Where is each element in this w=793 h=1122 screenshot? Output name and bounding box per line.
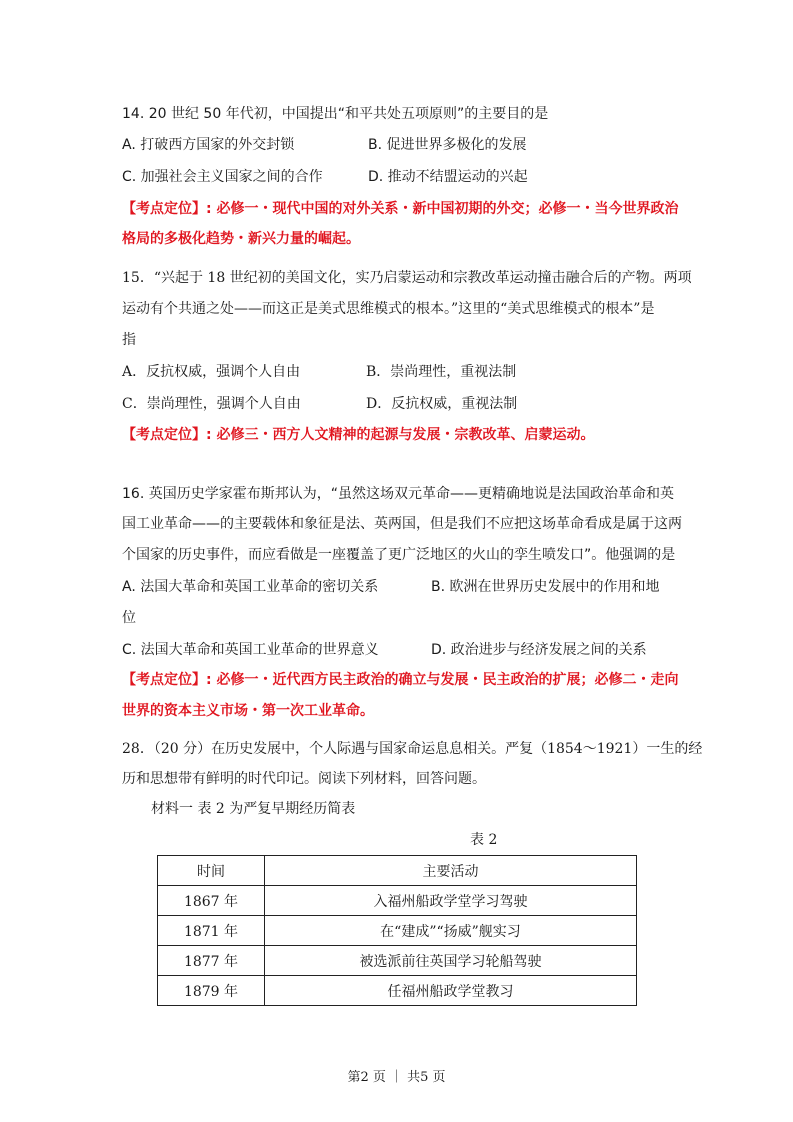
- q15-option-d: D．反抗权威，重视法制: [366, 396, 518, 412]
- table-caption: 表 2: [470, 832, 498, 848]
- table-header-cell: 主要活动: [265, 856, 637, 886]
- q16-option-a: A. 法国大革命和英国工业革命的密切关系: [122, 579, 379, 595]
- q16-option-c: C. 法国大革命和英国工业革命的世界意义: [122, 642, 379, 658]
- table-row: [158, 916, 637, 946]
- q15-option-b: B．崇尚理性，重视法制: [366, 364, 517, 380]
- table-cell-year: 1877 年: [158, 946, 265, 976]
- table-cell-activity: 任福州船政学堂教习: [265, 976, 637, 1006]
- yanfu-experience-table: [157, 855, 637, 1006]
- q14-analysis-line-1: 【考点定位】: 必修一・现代中国的对外关系・新中国初期的外交；必修一・当今世界政治: [122, 201, 679, 217]
- table-row: [158, 976, 637, 1006]
- table-row: [158, 946, 637, 976]
- q28-material-label: 材料一 表 2 为严复早期经历简表: [151, 801, 356, 817]
- q16-analysis-line-2: 世界的资本主义市场・第一次工业革命。: [122, 703, 374, 719]
- q14-analysis-line-2: 格局的多极化趋势・新兴力量的崛起。: [122, 231, 360, 247]
- q14-option-c: C. 加强社会主义国家之间的合作: [122, 169, 323, 185]
- q14-stem: 14. 20 世纪 50 年代初，中国提出“和平共处五项原则”的主要目的是: [122, 106, 549, 122]
- q16-option-b: B. 欧洲在世界历史发展中的作用和地: [431, 579, 660, 595]
- table-header-row: [158, 856, 637, 886]
- q28-stem-line-1: 28．（20 分）在历史发展中，个人际遇与国家命运息息相关。严复（1854～1921）一生的经: [122, 741, 703, 757]
- q15-stem-line-2: 运动有个共通之处——而这正是美式思维模式的根本。”这里的“美式思维模式的根本”是: [122, 301, 655, 317]
- q14-option-a: A. 打破西方国家的外交封锁: [122, 137, 295, 153]
- q14-option-d: D. 推动不结盟运动的兴起: [368, 169, 528, 185]
- q15-option-a: A．反抗权威，强调个人自由: [122, 364, 301, 380]
- table-cell-year: 1867 年: [158, 886, 265, 916]
- page-footer: 第2 页 ｜ 共5 页: [347, 1070, 446, 1085]
- table-header-cell: 时间: [158, 856, 265, 886]
- table-cell-activity: 被选派前往英国学习轮船驾驶: [265, 946, 637, 976]
- q16-stem-line-2: 国工业革命——的主要载体和象征是法、英两国，但是我们不应把这场革命看成是属于这两: [122, 516, 682, 532]
- table-cell-activity: 入福州船政学堂学习驾驶: [265, 886, 637, 916]
- q16-option-b-cont: 位: [122, 610, 136, 626]
- q14-option-b: B. 促进世界多极化的发展: [368, 137, 527, 153]
- table-cell-activity: 在“建成”“扬威”舰实习: [265, 916, 637, 946]
- q16-stem-line-1: 16. 英国历史学家霍布斯邦认为，“虽然这场双元革命——更精确地说是法国政治革命和英: [122, 486, 674, 502]
- q16-option-d: D. 政治进步与经济发展之间的关系: [431, 642, 647, 658]
- q15-analysis-line-1: 【考点定位】: 必修三・西方人文精神的起源与发展・宗教改革、启蒙运动。: [122, 427, 595, 443]
- q15-option-c: C．崇尚理性，强调个人自由: [122, 396, 301, 412]
- q15-stem-line-3: 指: [122, 332, 136, 348]
- q15-stem-line-1: 15．“兴起于 18 世纪初的美国文化，实乃启蒙运动和宗教改革运动撞击融合后的产物。两项: [122, 270, 692, 286]
- table-cell-year: 1879 年: [158, 976, 265, 1006]
- table-row: [158, 886, 637, 916]
- q28-stem-line-2: 历和思想带有鲜明的时代印记。阅读下列材料，回答问题。: [122, 771, 486, 787]
- q16-analysis-line-1: 【考点定位】: 必修一・近代西方民主政治的确立与发展・民主政治的扩展；必修二・走向: [122, 672, 679, 688]
- table-cell-year: 1871 年: [158, 916, 265, 946]
- q16-stem-line-3: 个国家的历史事件，而应看做是一座覆盖了更广泛地区的火山的孪生喷发口”。他强调的是: [122, 547, 676, 563]
